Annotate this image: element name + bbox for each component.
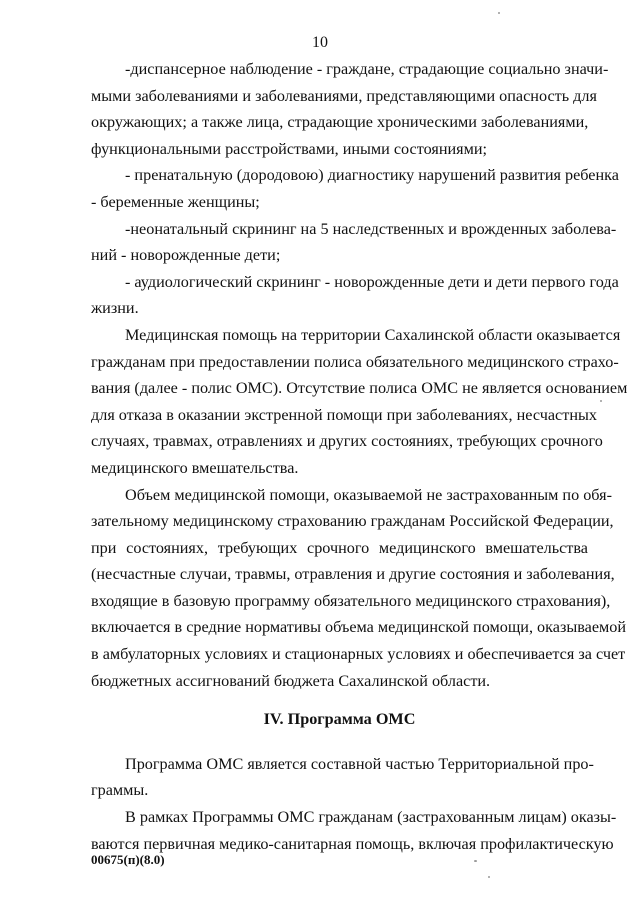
text-line: - аудиологический скрининг - новорожденные дети и дети первого года xyxy=(125,272,619,291)
text-line: в амбулаторных условиях и стационарных условиях и обеспечивается за счет xyxy=(91,645,626,664)
text-line: ваются первичная медико-санитарная помощь, включая профилактическую xyxy=(91,834,614,853)
text-line: гражданам при предоставлении полиса обязательного медицинского страхо- xyxy=(91,352,619,371)
text-line: -неонатальный скрининг на 5 наследственных и врожденных заболева- xyxy=(125,219,617,238)
text-line: - беременные женщины; xyxy=(91,192,260,211)
text-line: Программа ОМС является составной частью Территориальной про- xyxy=(125,754,594,773)
text-line: зательному медицинскому страхованию гражданам Российской Федерации, xyxy=(91,512,614,531)
text-line: бюджетных ассигнований бюджета Сахалинской области. xyxy=(91,671,491,690)
text-line: медицинского вмешательства. xyxy=(91,458,299,477)
text-line: для отказа в оказании экстренной помощи при заболеваниях, несчастных xyxy=(91,405,597,424)
text-line: функциональными расстройствами, иными состояниями; xyxy=(91,139,488,158)
text-line: включается в средние нормативы объема медицинской помощи, оказываемой xyxy=(91,618,627,637)
text-line: Объем медицинской помощи, оказываемой не застрахованным по обя- xyxy=(125,485,612,504)
text-line: входящие в базовую программу обязательного медицинского страхования), xyxy=(91,591,611,610)
scan-speck xyxy=(600,400,602,402)
text-line: жизни. xyxy=(91,299,139,318)
text-line: окружающих; а также лица, страдающие хроническими заболеваниями, xyxy=(91,113,589,132)
text-line: -диспансерное наблюдение - граждане, страдающие социально значи- xyxy=(125,60,609,78)
scan-speck xyxy=(474,860,477,862)
page-number: 10 xyxy=(312,34,328,51)
text-line: случаях, травмах, отравлениях и других состояниях, требующих срочного xyxy=(91,432,603,451)
section-heading: IV. Программа ОМС xyxy=(263,710,416,729)
text-line: при состояниях, требующих срочного медицинского вмешательства xyxy=(91,538,588,557)
body-text xyxy=(91,56,628,857)
text-line: мыми заболеваниями и заболеваниями, представляющими опасность для xyxy=(91,86,597,105)
text-line: Медицинская помощь на территории Сахалинской области оказывается xyxy=(125,325,621,344)
text-line: В рамках Программы ОМС гражданам (застрахованным лицам) оказы- xyxy=(125,808,617,827)
scan-speck xyxy=(498,12,500,14)
text-line: - пренатальную (дородовою) диагностику нарушений развития ребенка xyxy=(125,166,619,185)
scan-speck xyxy=(488,876,490,878)
text-line: (несчастные случаи, травмы, отравления и другие состояния и заболевания, xyxy=(91,565,615,584)
text-line: граммы. xyxy=(91,781,149,800)
text-line: вания (далее - полис ОМС). Отсутствие полиса ОМС не является основанием xyxy=(91,379,628,398)
document-code: 00675(п)(8.0) xyxy=(91,852,165,867)
text-line: ний - новорожденные дети; xyxy=(91,246,281,265)
